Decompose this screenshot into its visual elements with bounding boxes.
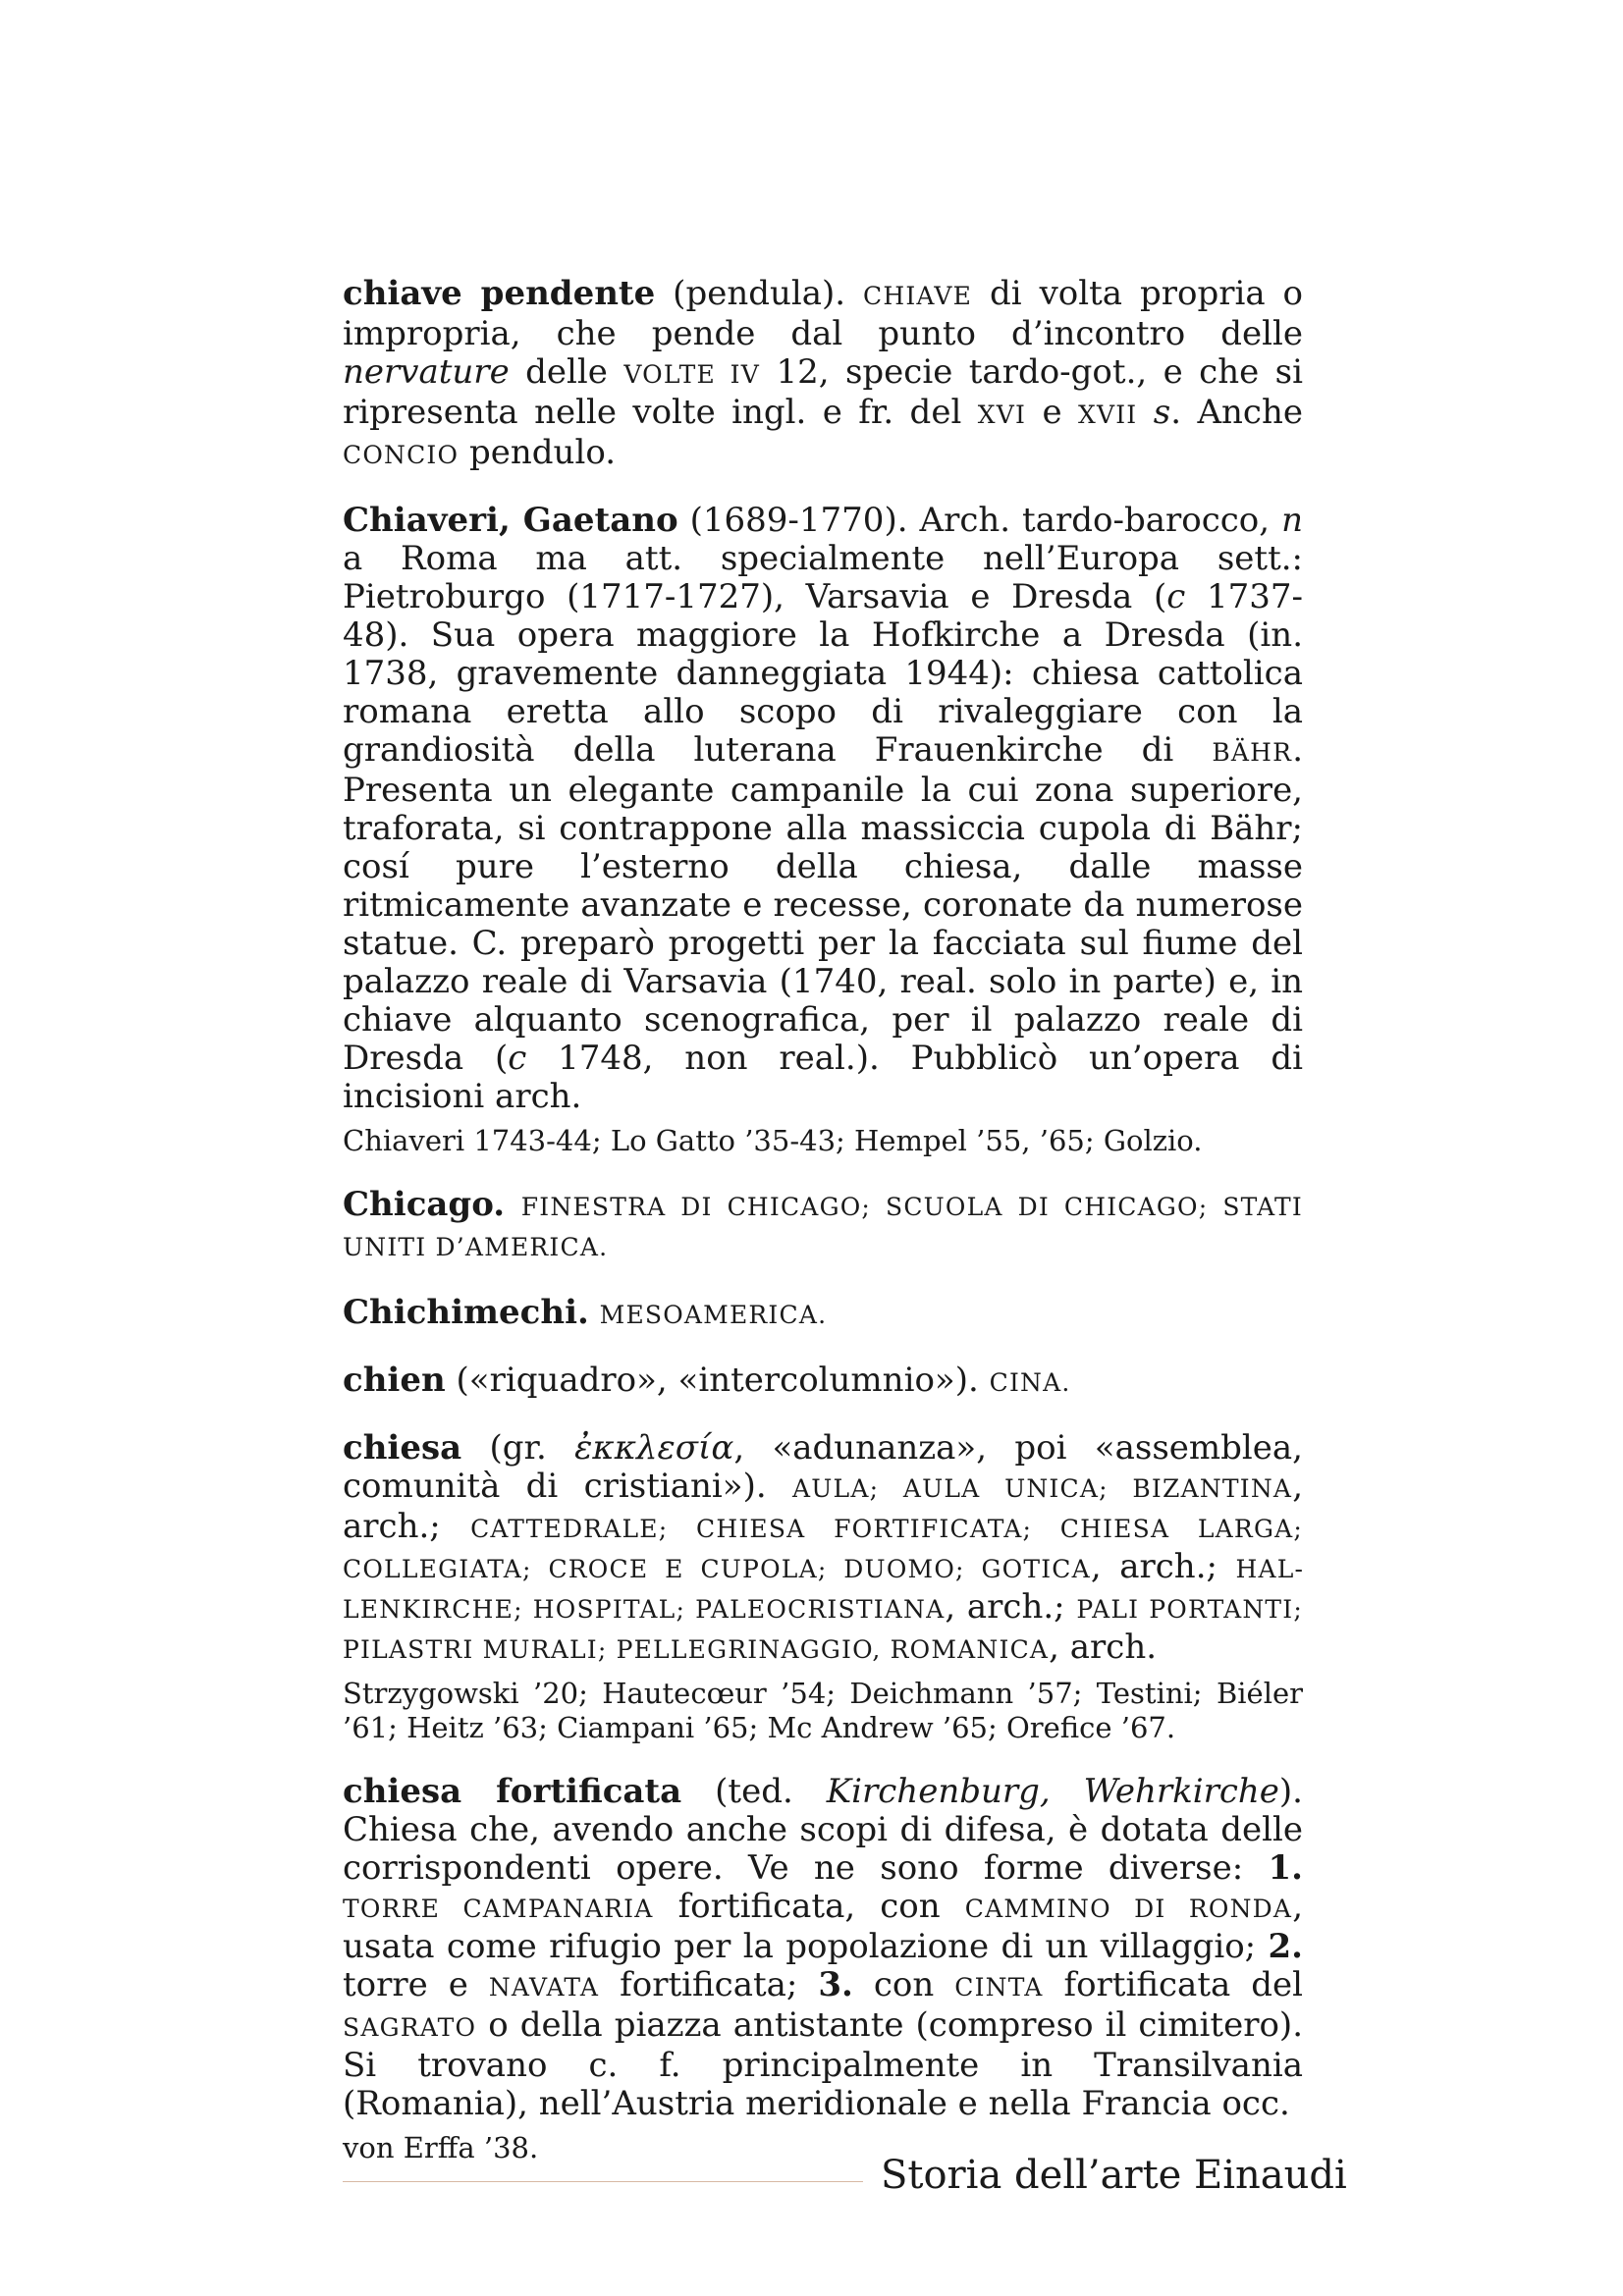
cross-reference: MESOAMERICA.	[599, 1301, 828, 1329]
dictionary-entry	[343, 502, 1303, 1158]
entry-text	[343, 1773, 1303, 2123]
text-run: , arch.;	[1090, 1547, 1236, 1586]
text-run: (pendula).	[655, 274, 864, 313]
italic-text: c	[508, 1039, 527, 1078]
entry-headword: 1.	[1268, 1848, 1303, 1888]
cross-reference: VOLTE IV	[623, 360, 761, 389]
cross-reference: CAMMINO DI RONDA	[964, 1895, 1293, 1923]
entry-headword: chiesa	[343, 1428, 462, 1468]
entry-headword: 3.	[818, 1965, 853, 2004]
cross-reference: BÄHR	[1212, 738, 1293, 767]
italic-text: c	[1166, 577, 1186, 616]
dictionary-entry	[343, 275, 1303, 474]
cross-reference: CHIAVE	[863, 282, 973, 310]
text-run: , arch.;	[343, 1467, 1303, 1546]
italic-text: ἐκκλεσία	[574, 1428, 734, 1468]
italic-text: n	[1281, 501, 1303, 540]
cross-reference: TORRE CAMPANARIA	[343, 1895, 654, 1923]
dictionary-entries	[343, 275, 1303, 2193]
entry-text	[343, 1429, 1303, 1669]
text-run: , arch.;	[945, 1587, 1077, 1627]
text-run: (1689-1770). Arch. tardo-barocco,	[677, 501, 1282, 540]
text-run: delle	[509, 352, 624, 392]
dictionary-entry	[343, 1294, 1303, 1334]
cross-reference: CINTA	[954, 1973, 1044, 2002]
text-run: con	[852, 1965, 955, 2004]
italic-text: Kirchenburg, Wehrkirche	[826, 1772, 1279, 1811]
entry-text	[343, 275, 1303, 474]
entry-headword: Chiaveri, Gaetano	[343, 501, 678, 540]
text-run: fortificata, con	[653, 1887, 965, 1926]
text-run	[589, 1293, 600, 1332]
text-run: (gr.	[461, 1428, 575, 1468]
text-run: a Roma ma att. specialmente nell’Europa sett.: Pietroburgo (1717-1727), Varsavia e Dresda (	[343, 539, 1303, 616]
dictionary-entry	[343, 1773, 1303, 2165]
entry-headword: 2.	[1268, 1927, 1303, 1966]
cross-reference: HALLENKIRCHE; HOSPITAL; PALEOCRISTIANA	[343, 1555, 1303, 1624]
text-run: . Anche	[1170, 393, 1303, 432]
entry-bibliography: Strzygowski ’20; Hautecœur ’54; Deichmann ’57; Testini; Biéler ’61; Heitz ’63; Ciampani ’65; Mc Andrew ’65; Orefice ’67.	[343, 1677, 1303, 1744]
cross-reference: FINESTRA DI CHICAGO; SCUOLA DI CHICAGO; STATI UNITI D’AMERICA.	[343, 1193, 1303, 1261]
text-run: , arch.	[1049, 1628, 1158, 1667]
italic-text: s	[1153, 393, 1171, 432]
entry-headword: chiave pendente	[343, 274, 656, 313]
entry-bibliography: Chiaveri 1743-44; Lo Gatto ’35-43; Hempel ’55, ’65; Golzio.	[343, 1124, 1203, 1157]
entry-headword: chiesa fortificata	[343, 1772, 682, 1811]
text-run: fortificata del	[1043, 1965, 1303, 2004]
cross-reference: NAVATA	[488, 1973, 600, 2002]
entry-bibliography: von Erffa ’38.	[343, 2131, 539, 2164]
text-run: (ted.	[681, 1772, 827, 1811]
text-run: di volta propria o impropria, che pende dal punto d’incontro delle	[343, 274, 1303, 353]
dictionary-entry	[343, 1186, 1303, 1266]
footer-title: Storia dell’arte Einaudi	[881, 2153, 1347, 2198]
text-run: 1748, non real.). Pubblicò un’opera di incisioni arch.	[343, 1039, 1303, 1116]
text-run	[1137, 393, 1153, 432]
text-run: . Presenta un elegante campanile la cui zona superiore, traforata, si contrappone alla massiccia cupola di Bähr; cosí pure l’esterno della chiesa, dalle masse ritmicamente avanzate e recesse, coronate da numerose statue. C. preparò progetti per la facciata sul fiume del palazzo reale di Varsavia (1740, real. solo in parte) e, in chiave alquanto scenografica, per il palazzo reale di Dresda (	[343, 730, 1303, 1078]
cross-reference: PALI PORTANTI; PILASTRI MURALI; PELLEGRINAGGIO, ROMANICA	[343, 1595, 1303, 1664]
entry-headword: Chichimechi.	[343, 1293, 589, 1332]
text-run: , usata come rifugio per la popolazione di un villaggio;	[343, 1887, 1303, 1966]
italic-text: nervature	[343, 352, 510, 392]
text-run: fortificata;	[599, 1965, 819, 2004]
text-run: torre e	[343, 1965, 489, 2004]
text-run: 12, specie tardo-got., e che si ripresenta nelle volte ingl. e fr. del	[343, 352, 1303, 432]
footer-rule	[343, 2181, 863, 2182]
text-run	[505, 1185, 521, 1224]
cross-reference: SAGRATO	[343, 2013, 477, 2042]
text-run: e	[1026, 393, 1078, 432]
cross-reference: XVII	[1077, 400, 1138, 429]
text-run: o della piazza antistante (compreso il cimitero). Si trovano c. f. principalmente in Transilvania (Romania), nell’Austria meridionale e nella Francia occ.	[343, 2005, 1303, 2123]
text-run: pendulo.	[459, 433, 617, 472]
cross-reference: CATTEDRALE; CHIESA FORTIFICATA; CHIESA LARGA; COLLEGIATA; CROCE E CUPOLA; DUOMO; GOTICA	[343, 1515, 1303, 1583]
dictionary-entry	[343, 1429, 1303, 1745]
entry-text	[343, 1186, 1303, 1266]
entry-text	[343, 1362, 1303, 1402]
text-run: ). Chiesa che, avendo anche scopi di difesa, è dotata delle corrispondenti opere. Ve ne sono forme diverse:	[343, 1772, 1303, 1888]
entry-text	[343, 502, 1303, 1116]
entry-text	[343, 1294, 1303, 1334]
dictionary-entry	[343, 1362, 1303, 1402]
text-run: , «adunanza», poi «assemblea, comunità di cristiani»).	[343, 1428, 1303, 1506]
text-run: 1737-48). Sua opera maggiore la Hofkirche a Dresda (in. 1738, gravemente danneggiata 1944): chiesa cattolica romana eretta allo scopo di rivaleggiare con la grandiosità della luterana Frauenkirche di	[343, 577, 1303, 770]
cross-reference: XVI	[977, 400, 1027, 429]
cross-reference: CONCIO	[343, 441, 460, 469]
text-run: («riquadro», «intercolumnio»).	[445, 1361, 990, 1400]
entry-headword: chien	[343, 1361, 446, 1400]
entry-headword: Chicago.	[343, 1185, 506, 1224]
cross-reference: CINA.	[989, 1368, 1071, 1397]
cross-reference: AULA; AULA UNICA; BIZANTINA	[792, 1474, 1293, 1503]
